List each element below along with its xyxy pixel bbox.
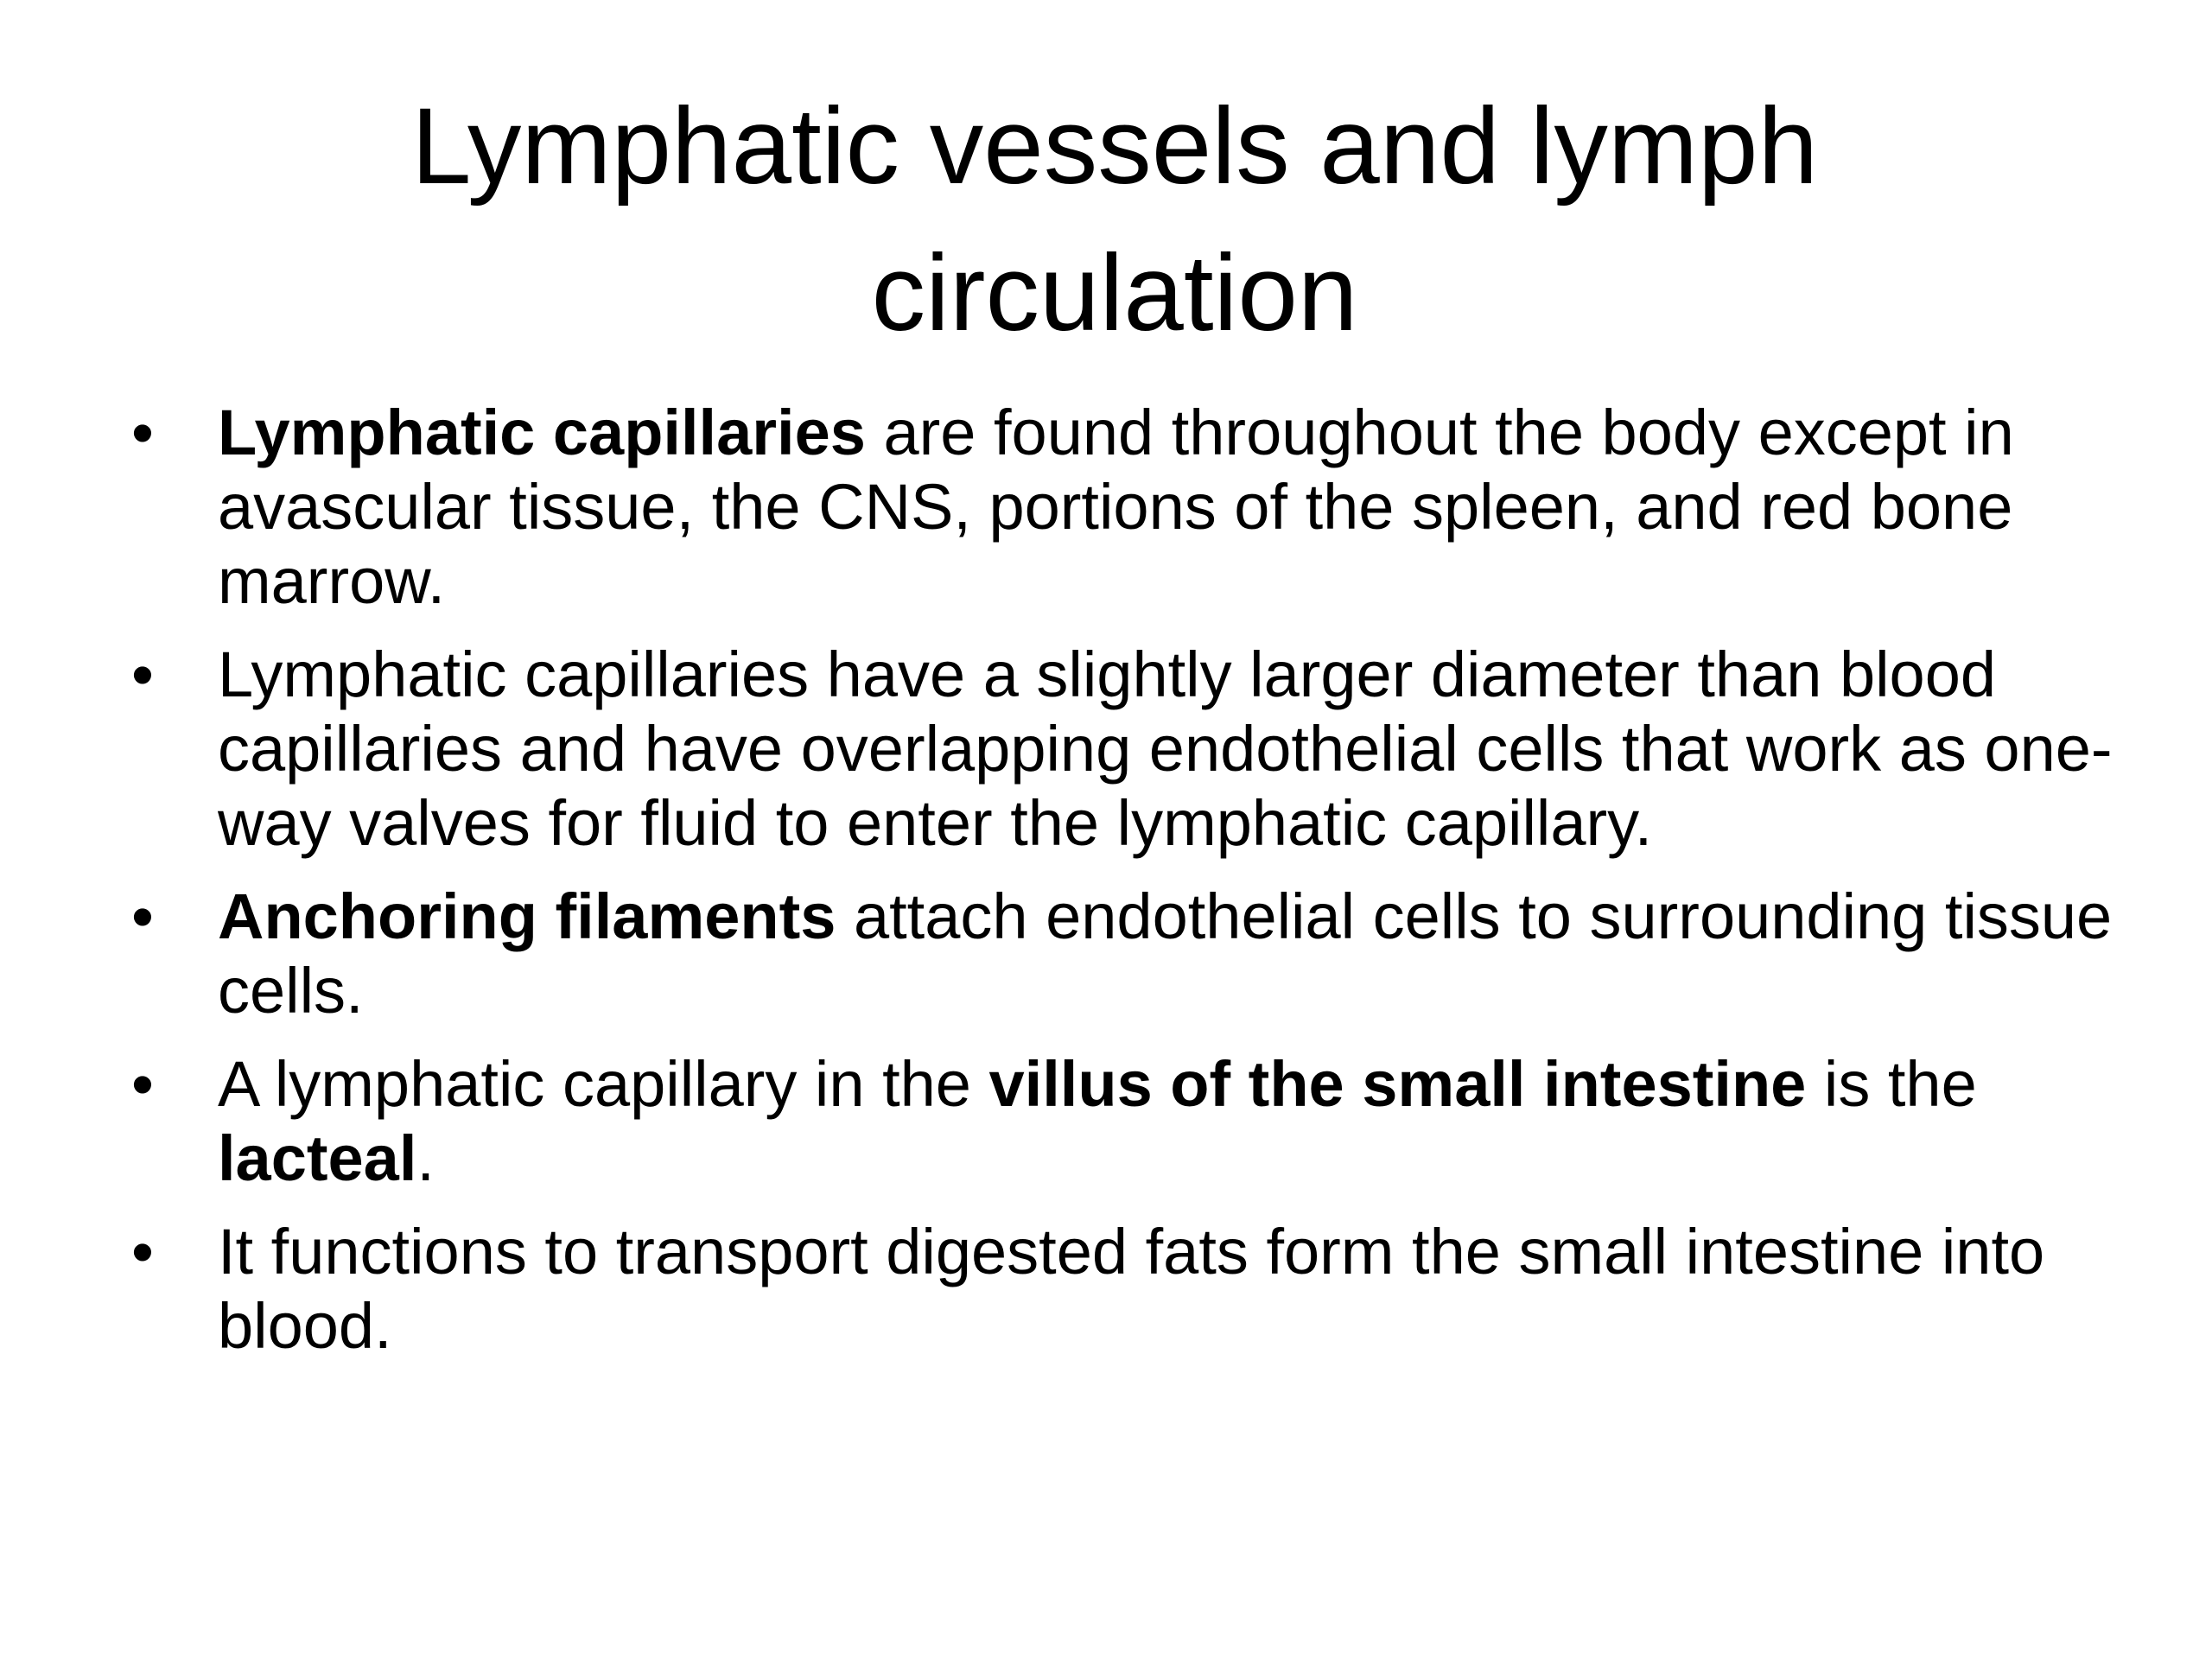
bullet-item-1 bbox=[130, 396, 2126, 619]
bullet-1-bold-term: Lymphatic capillaries bbox=[218, 397, 866, 468]
bullet-dot-icon: • bbox=[131, 639, 154, 710]
bullet-2-text: Lymphatic capillaries have a slightly larger diameter than blood capillaries and have overlapping endothelial cells that work as one-way valves for fluid to enter the lymphatic capillary. bbox=[218, 639, 2113, 859]
bullet-4-text-c: . bbox=[416, 1122, 435, 1194]
bullet-list bbox=[130, 396, 2126, 1382]
bullet-3-text: attach endothelial cells to surrounding tissue cells. bbox=[218, 880, 2113, 1027]
bullet-dot-icon: • bbox=[131, 1048, 154, 1120]
bullet-item-2 bbox=[130, 638, 2126, 861]
bullet-dot-icon: • bbox=[131, 880, 154, 952]
bullet-4-text-b: is the bbox=[1806, 1048, 1977, 1120]
bullet-dot-icon: • bbox=[131, 397, 154, 468]
bullet-item-4 bbox=[130, 1047, 2126, 1196]
bullet-item-3 bbox=[130, 880, 2126, 1028]
bullet-item-5 bbox=[130, 1215, 2126, 1363]
bullet-4-bold-term-a: villus of the small intestine bbox=[988, 1048, 1807, 1120]
bullet-3-bold-term: Anchoring filaments bbox=[218, 880, 836, 952]
bullet-dot-icon: • bbox=[131, 1216, 154, 1287]
bullet-5-text: It functions to transport digested fats form the small intestine into blood. bbox=[218, 1216, 2045, 1362]
bullet-4-text-a: A lymphatic capillary in the bbox=[218, 1048, 989, 1120]
bullet-4-bold-term-b: lacteal bbox=[218, 1122, 417, 1194]
slide-title: Lymphatic vessels and lymph circulation bbox=[410, 86, 1819, 353]
bullet-1-text: are found throughout the body except in avascular tissue, the CNS, portions of the spleen, and red bone marrow. bbox=[218, 397, 2014, 617]
